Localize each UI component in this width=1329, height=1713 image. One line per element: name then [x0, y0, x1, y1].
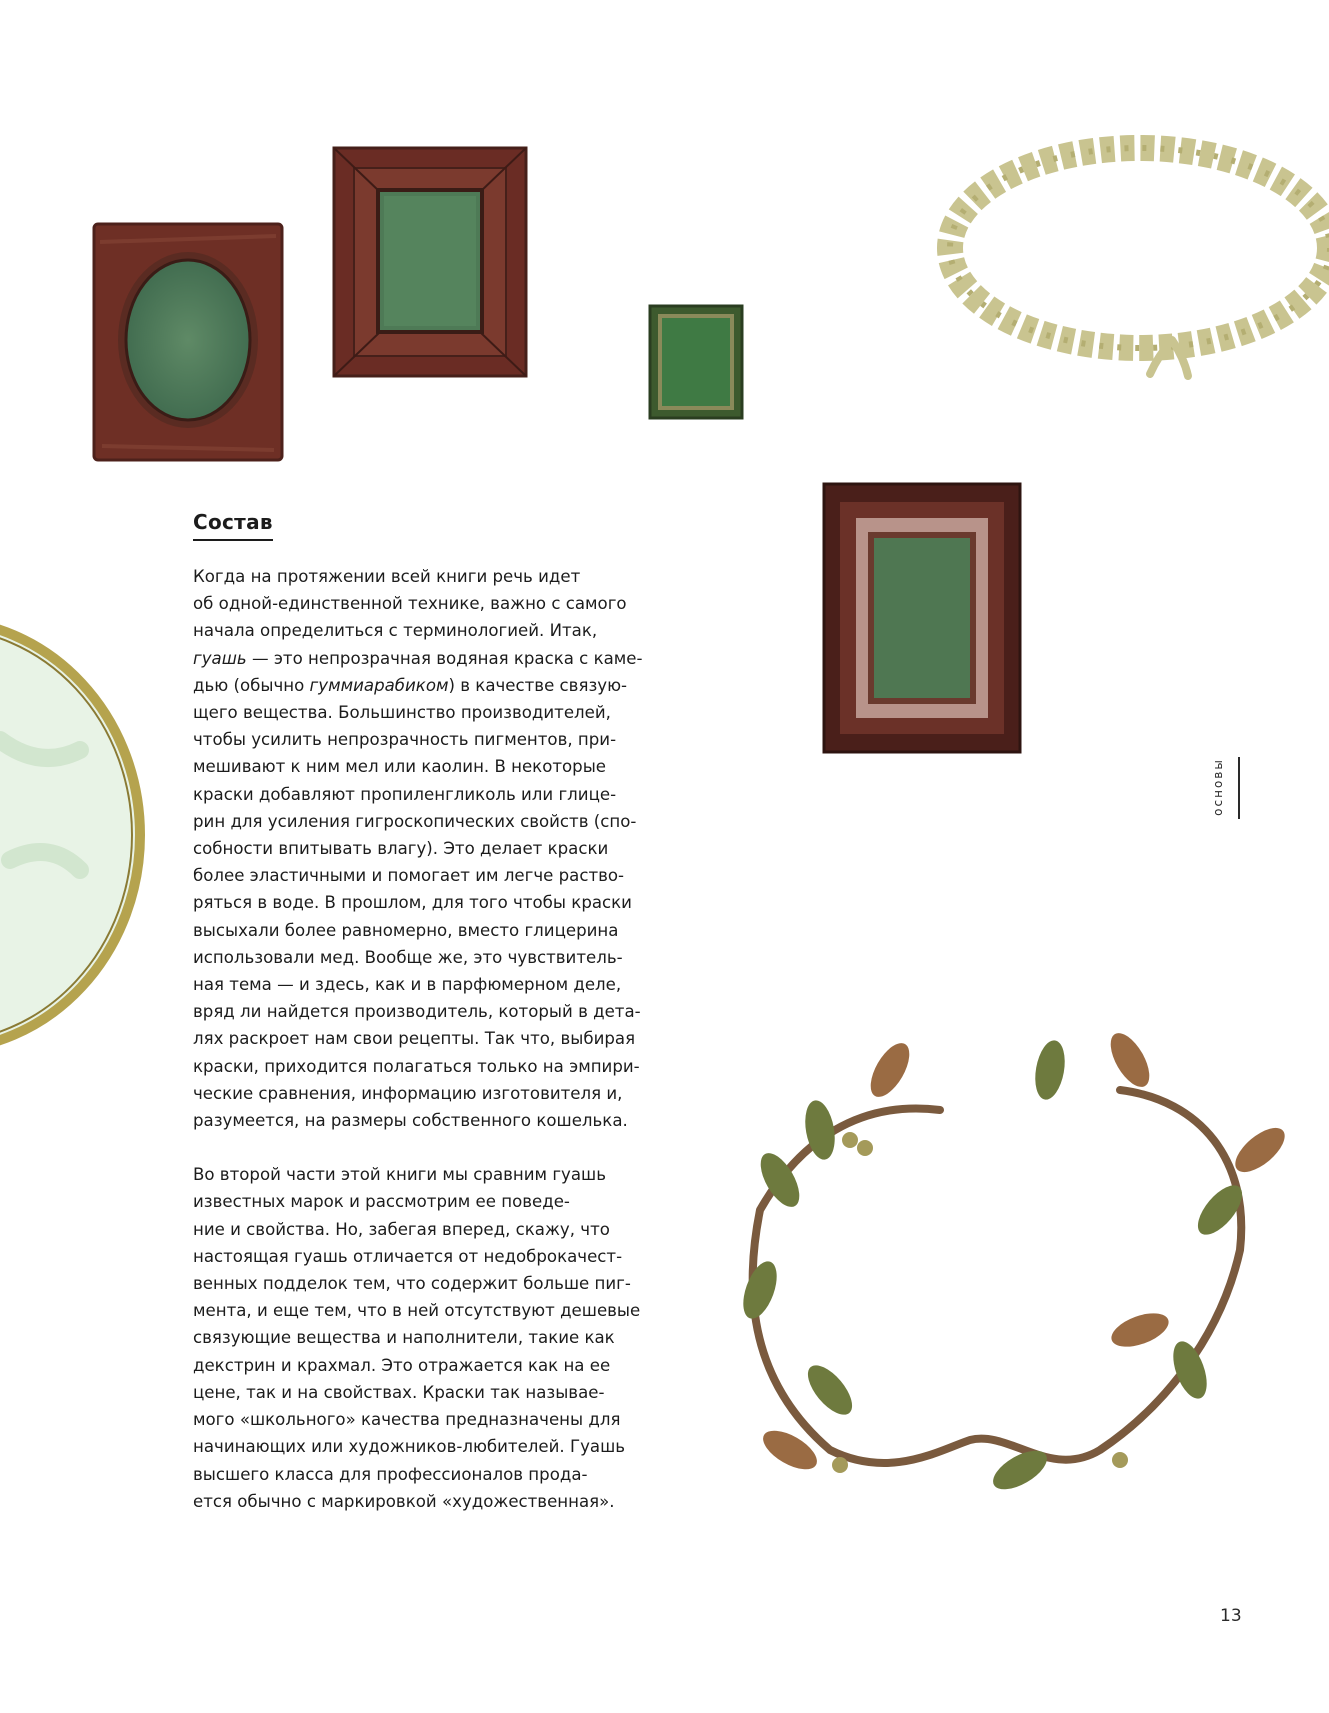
text-segment: лях раскроет нам свои рецепты. Так что, выбирая: [193, 1029, 636, 1049]
text-segment: щего вещества. Большинство производителей,: [193, 703, 611, 723]
page-number: 13: [1220, 1606, 1242, 1626]
text-line: [193, 672, 663, 699]
text-segment: начала определиться с терминологией. Итак,: [193, 621, 598, 641]
text-line: [193, 835, 663, 862]
text-line: [193, 699, 663, 726]
text-line: [193, 563, 663, 590]
text-line: [193, 1352, 663, 1379]
text-line: [193, 1270, 663, 1297]
text-line: [193, 645, 663, 672]
text-line: [193, 889, 663, 916]
text-segment: краски добавляют пропиленгликоль или глице-: [193, 784, 617, 804]
text-segment: мого «школьного» качества предназначены для: [193, 1410, 621, 1430]
text-segment: дью (обычно: [193, 675, 310, 695]
text-line: [193, 1188, 663, 1215]
oval-picture-frame-icon: [92, 222, 284, 462]
text-segment: чтобы усилить непрозрачность пигментов, при-: [193, 730, 617, 750]
paragraph: [193, 563, 663, 1134]
text-line: [193, 590, 663, 617]
text-line: [193, 617, 663, 644]
large-picture-frame-icon: [822, 482, 1022, 754]
text-segment: разумеется, на размеры собственного кошелька.: [193, 1111, 628, 1131]
text-line: [193, 808, 663, 835]
text-segment: ние и свойства. Но, забегая вперед, скажу, что: [193, 1219, 610, 1239]
side-tab: [1196, 757, 1240, 817]
text-segment: ряться в воде. В прошлом, для того чтобы краски: [193, 893, 632, 913]
text-line: [193, 998, 663, 1025]
text-segment: вряд ли найдется производитель, который в дета-: [193, 1002, 641, 1022]
text-segment: высыхали более равномерно, вместо глицерина: [193, 920, 619, 940]
text-line: [193, 944, 663, 971]
text-line: [193, 1406, 663, 1433]
text-segment: использовали мед. Вообще же, это чувствитель-: [193, 947, 623, 967]
text-segment: декстрин и крахмал. Это отражается как на ее: [193, 1355, 611, 1375]
round-mirror-icon: [0, 610, 160, 1060]
text-line: [193, 1053, 663, 1080]
text-segment: известных марок и рассмотрим ее поведе-: [193, 1192, 570, 1212]
text-line: [193, 1216, 663, 1243]
text-segment: начинающих или художников-любителей. Гуашь: [193, 1437, 626, 1457]
text-segment: рин для усиления гигроскопических свойств (спо-: [193, 811, 637, 831]
text-segment: Когда на протяжении всей книги речь идет: [193, 567, 581, 586]
paragraph: [193, 1161, 663, 1515]
text-segment: ческие сравнения, информацию изготовителя и,: [193, 1083, 623, 1103]
text-segment: ная тема — и здесь, как и в парфюмерном деле,: [193, 975, 622, 995]
text-segment: об одной-единственной технике, важно с самого: [193, 594, 627, 614]
text-line: [193, 862, 663, 889]
body-text: [193, 563, 663, 1515]
text-segment: мешивают к ним мел или каолин. В некоторые: [193, 757, 607, 777]
text-line: [193, 1243, 663, 1270]
text-segment: настоящая гуашь отличается от недоброкачест-: [193, 1246, 623, 1266]
text-line: [193, 1107, 663, 1134]
text-line: [193, 1461, 663, 1488]
text-segment: ) в качестве связую-: [448, 675, 628, 695]
text-line: [193, 1379, 663, 1406]
text-segment: краски, приходится полагаться только на эмпири-: [193, 1056, 640, 1076]
text-line: [193, 1025, 663, 1052]
text-segment: собности впитывать влагу). Это делает краски: [193, 839, 609, 859]
text-line: [193, 1324, 663, 1351]
text-line: [193, 1080, 663, 1107]
text-line: [193, 1433, 663, 1460]
text-segment: Во второй части этой книги мы сравним гуашь: [193, 1165, 606, 1185]
text-segment: цене, так и на свойствах. Краски так называе-: [193, 1382, 605, 1402]
text-segment: связующие вещества и наполнители, такие как: [193, 1328, 615, 1348]
text-segment: высшего класса для профессионалов прода-: [193, 1464, 588, 1484]
italic-term: гуммиарабиком: [309, 675, 449, 695]
text-line: [193, 1297, 663, 1324]
text-line: [193, 726, 663, 753]
text-line: [193, 753, 663, 780]
section-heading: Состав: [193, 510, 273, 541]
text-line: [193, 971, 663, 998]
laurel-wreath-icon: [910, 118, 1329, 430]
small-green-frame-icon: [648, 304, 744, 420]
carved-picture-frame-icon: [332, 146, 528, 378]
italic-term: гуашь: [193, 648, 247, 668]
text-segment: ется обычно с маркировкой «художественная».: [193, 1491, 615, 1511]
text-segment: венных подделок тем, что содержит больше пиг-: [193, 1274, 631, 1294]
text-line: [193, 917, 663, 944]
text-segment: мента, и еще тем, что в ней отсутствуют дешевые: [193, 1301, 641, 1321]
side-tab-label: основы: [1211, 758, 1225, 816]
text-line: [193, 1488, 663, 1515]
oak-wreath-icon: [720, 1010, 1300, 1540]
side-tab-rule: [1238, 757, 1240, 819]
text-line: [193, 781, 663, 808]
text-segment: более эластичными и помогает им легче раство-: [193, 866, 625, 886]
text-segment: — это непрозрачная водяная краска с каме-: [246, 648, 643, 668]
text-line: [193, 1161, 663, 1188]
